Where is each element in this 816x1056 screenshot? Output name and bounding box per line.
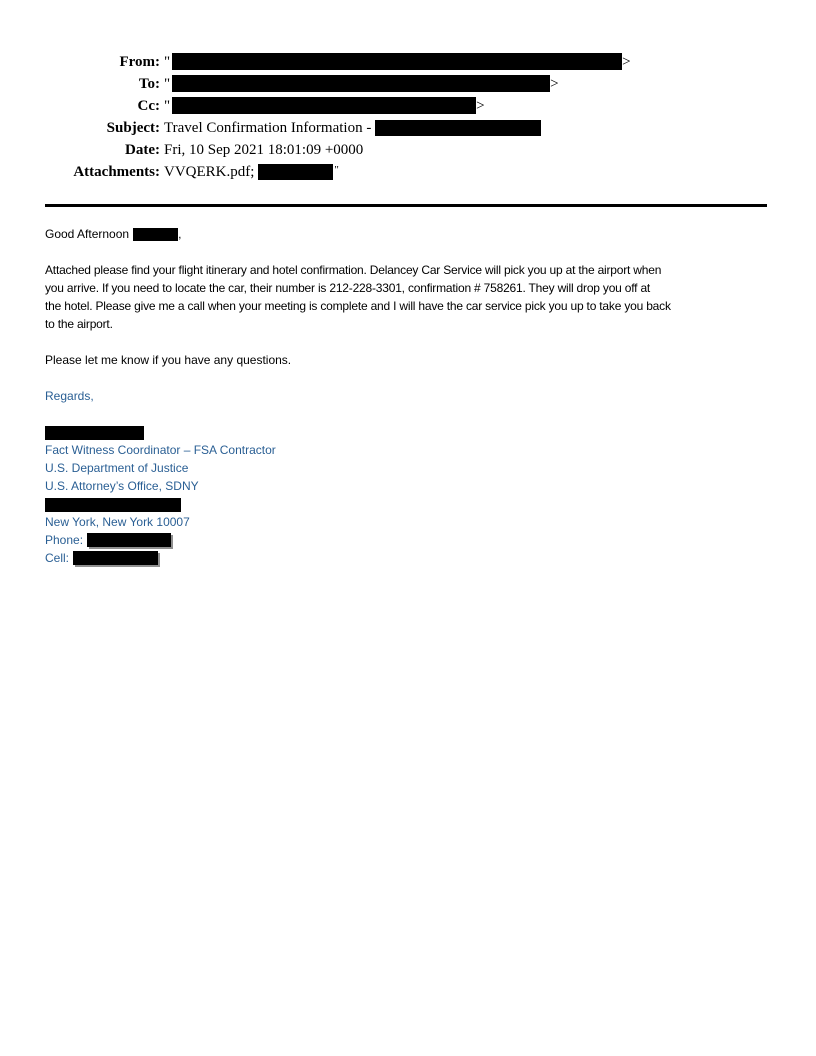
header-label-attachments: Attachments: bbox=[73, 164, 160, 180]
paragraph-line: the hotel. Please give me a call when your meeting is complete and I will have the car service pick you up to take you back bbox=[45, 299, 671, 313]
header-row-cc bbox=[45, 95, 631, 117]
redaction-bar-address bbox=[45, 498, 181, 512]
header-value-to bbox=[164, 76, 559, 92]
redaction-bar-cell bbox=[73, 551, 158, 565]
header-value-subject bbox=[164, 120, 541, 136]
signature-address-line bbox=[45, 495, 671, 513]
header-row-attachments bbox=[45, 161, 631, 183]
salutation-comma: , bbox=[178, 227, 182, 241]
header-label-cc: Cc: bbox=[137, 98, 160, 114]
header-row-from bbox=[45, 51, 631, 73]
signature-name-line bbox=[45, 423, 671, 441]
signature-office-line: U.S. Attorney’s Office, SDNY bbox=[45, 479, 199, 493]
redaction-bar-cc bbox=[172, 97, 476, 114]
blank-line bbox=[45, 405, 671, 423]
header-divider-rule bbox=[45, 204, 767, 207]
redaction-bar-signature-name bbox=[45, 426, 144, 440]
attachment-trailing-quote: " bbox=[334, 164, 339, 176]
redaction-bar-from bbox=[172, 53, 622, 70]
closing-line: Please let me know if you have any questions. bbox=[45, 353, 292, 367]
signature-phone-line bbox=[45, 531, 671, 549]
blank-line bbox=[45, 333, 671, 351]
subject-text: Travel Confirmation Information - bbox=[164, 120, 372, 136]
blank-line bbox=[45, 243, 671, 261]
header-value-cc bbox=[164, 98, 485, 114]
signature-title-line: Fact Witness Coordinator – FSA Contractor bbox=[45, 443, 276, 457]
angle-bracket: > bbox=[476, 98, 485, 114]
redaction-bar-attachment bbox=[258, 164, 333, 180]
header-value-attachments bbox=[164, 164, 339, 180]
salutation-text: Good Afternoon bbox=[45, 227, 130, 241]
header-label-from: From: bbox=[119, 54, 160, 70]
blank-line bbox=[45, 369, 671, 387]
paragraph-line: you arrive. If you need to locate the car, their number is 212-228-3301, confirmation # 758261. They will drop you off at bbox=[45, 281, 651, 295]
signature-org-line: U.S. Department of Justice bbox=[45, 461, 189, 475]
phone-label: Phone: bbox=[45, 533, 84, 547]
regards-line: Regards, bbox=[45, 389, 94, 403]
redaction-bar-to bbox=[172, 75, 550, 92]
header-label-date: Date: bbox=[125, 142, 160, 158]
open-quote: " bbox=[164, 76, 171, 92]
angle-bracket: > bbox=[622, 54, 631, 70]
angle-bracket: > bbox=[550, 76, 559, 92]
signature-cell-line bbox=[45, 549, 671, 567]
open-quote: " bbox=[164, 54, 171, 70]
redaction-bar-subject bbox=[375, 120, 541, 136]
redaction-bar-salutation-name bbox=[133, 228, 178, 241]
header-row-date bbox=[45, 139, 631, 161]
header-row-to bbox=[45, 73, 631, 95]
paragraph-line: to the airport. bbox=[45, 317, 113, 331]
header-value-from bbox=[164, 54, 631, 70]
redaction-bar-phone bbox=[87, 533, 171, 547]
open-quote: " bbox=[164, 98, 171, 114]
header-row-subject bbox=[45, 117, 631, 139]
salutation-line bbox=[45, 225, 671, 243]
paragraph-line: Attached please find your flight itinerary and hotel confirmation. Delancey Car Service will pick you up at the airport when bbox=[45, 263, 662, 277]
signature-city-line: New York, New York 10007 bbox=[45, 515, 190, 529]
date-text: Fri, 10 Sep 2021 18:01:09 +0000 bbox=[164, 142, 364, 158]
email-header bbox=[45, 51, 631, 183]
email-body bbox=[45, 225, 671, 567]
attachment-filename: VVQERK.pdf; bbox=[164, 164, 255, 180]
header-label-subject: Subject: bbox=[106, 120, 160, 136]
header-label-to: To: bbox=[138, 76, 160, 92]
cell-label: Cell: bbox=[45, 551, 70, 565]
